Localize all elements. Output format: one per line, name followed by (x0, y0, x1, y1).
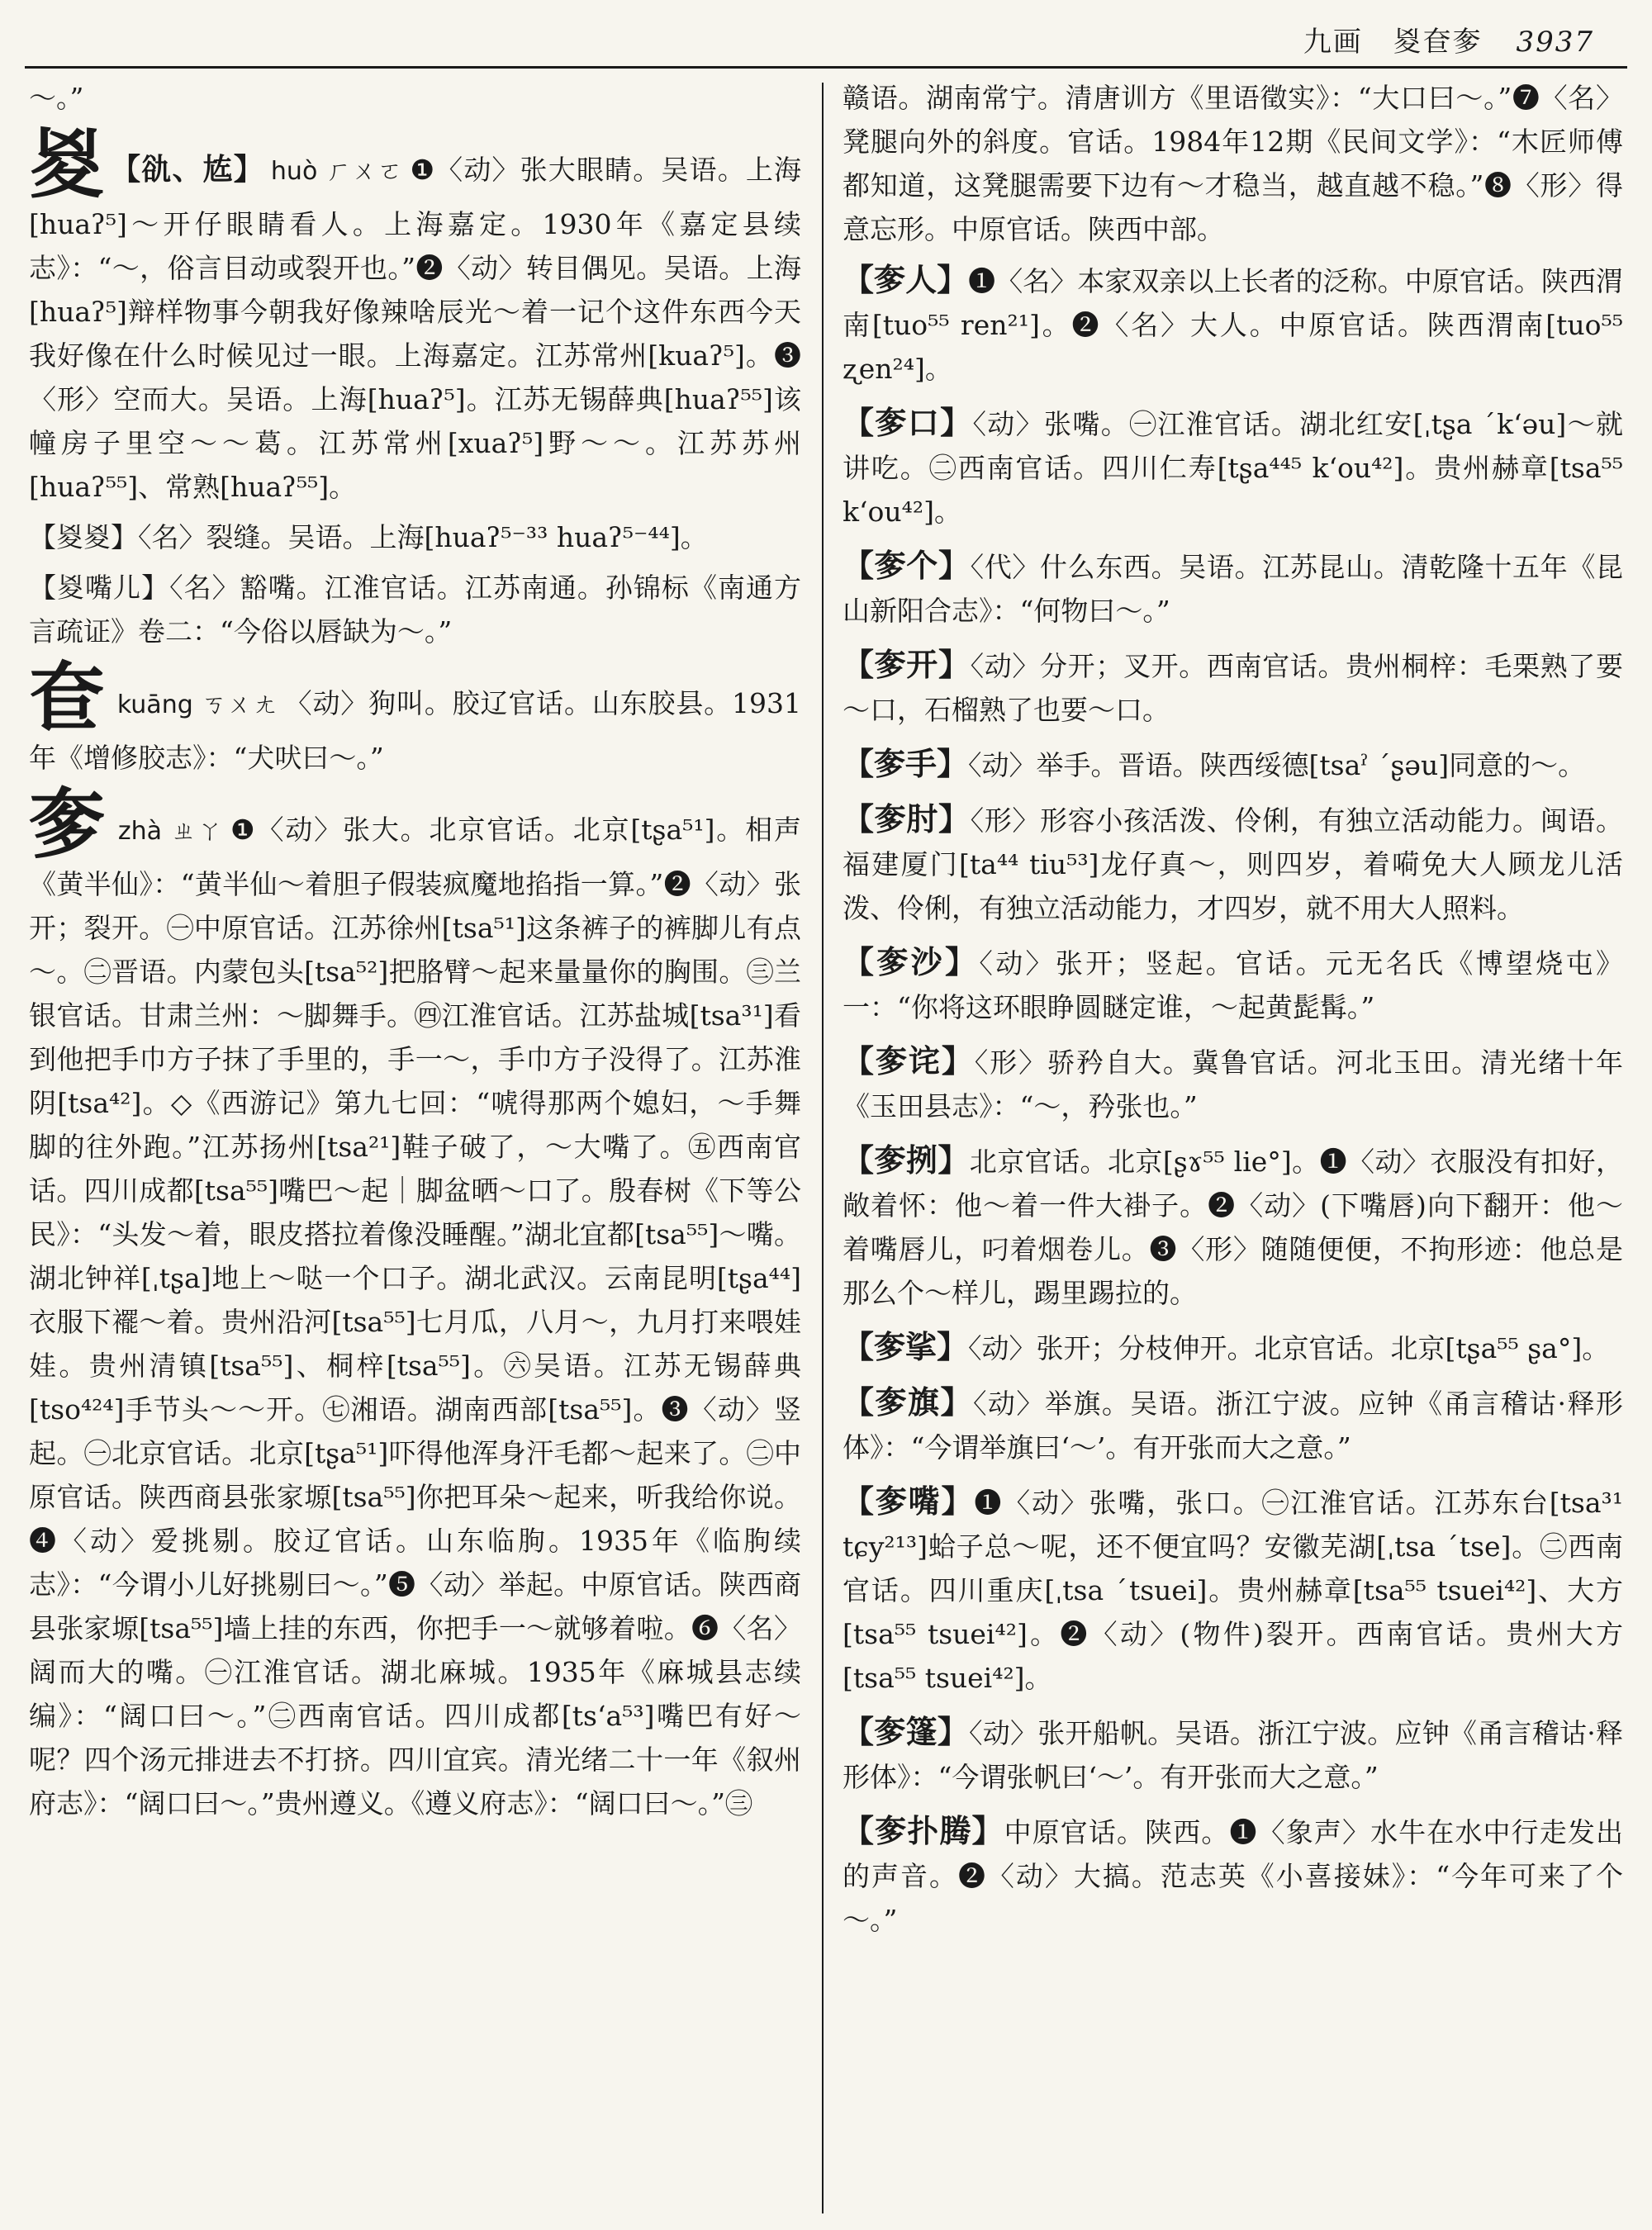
left-column (29, 76, 801, 2213)
entry-text: 北京官话。北京[ʂɤ⁵⁵ lie°]。❶〈动〉衣服没有扣好，敞着怀：他～着一件大褂子。❷〈动〉(下嘴唇)向下翻开：他～着嘴唇儿，叼着烟卷儿。❸〈形〉随随便便，不拘形迹：他总是那么个～样儿，踢里踢拉的。 (843, 1146, 1623, 1309)
variant-forms: 【䜪、㝾】 (111, 152, 264, 187)
entry-term: 【奓嘴】 (843, 1483, 975, 1520)
right-column (843, 76, 1623, 2213)
definition: ❶〈动〉张大眼睛。吴语。上海[huaʔ⁵]～开仔眼睛看人。上海嘉定。1930年《嘉定县续志》：“～，俗言目动或裂开也。”❷〈动〉转目偶见。吴语。上海[huaʔ⁵]辩样物事今朝我好像辣啥辰光～着一记个这件东西今天我好像在什么时候见过一眼。上海嘉定。江苏常州[kuaʔ⁵]。❸〈形〉空而大。吴语。上海[huaʔ⁵]。江苏无锡薛典[huaʔ⁵⁵]该幢房子里空～～葛。江苏常州[xuaʔ⁵]野～～。江苏苏州[huaʔ⁵⁵]、常熟[huaʔ⁵⁵]。 (29, 154, 801, 503)
entry-text: 〈动〉举旗。吴语。浙江宁波。应钟《甬言稽诂·释形体》：“今谓举旗曰‘～’。有开张而大之意。” (843, 1388, 1623, 1464)
entry-compound (843, 1325, 1623, 1370)
entry-compound: 【㚇嘴儿】〈名〉豁嘴。江淮官话。江苏南通。孙锦标《南通方言疏证》卷二：“今俗以唇缺为～。” (29, 572, 801, 648)
pinyin: kuāng ㄎㄨㄤ (116, 690, 278, 719)
entry-compound (843, 742, 1623, 787)
section-label: 九画 (1303, 26, 1363, 59)
entry-kuang (29, 653, 801, 780)
entry-text: 〈动〉张嘴。㊀江淮官话。湖北红安[ˌtʂa ˊk‘əu]～就讲吃。㊁西南官话。四川仁寿[tʂa⁴⁴⁵ k‘ou⁴²]。贵州赫章[tsa⁵⁵ k‘ou⁴²]。 (843, 408, 1623, 528)
headword: 奓 (29, 780, 107, 869)
page-header (25, 8, 1627, 69)
entry-compound (843, 543, 1623, 633)
entry-term: 【奓挒】 (843, 1141, 970, 1179)
entry-text: 〈动〉张开；分枝伸开。北京官话。北京[tʂa⁵⁵ ʂa°]。 (968, 1332, 1610, 1364)
column-divider (822, 83, 824, 2213)
entry-compound (843, 1710, 1623, 1799)
entry-compound (843, 1479, 1623, 1700)
entry-text: 〈形〉形容小孩活泼、伶俐，有独立活动能力。闽语。福建厦门[ta⁴⁴ tiu⁵³]龙仔真～，则四岁，着嗬免大人顾龙儿活泼、伶俐，有独立活动能力，才四岁，就不用大人照料。 (843, 804, 1623, 924)
entry-text: 〈代〉什么东西。吴语。江苏昆山。清乾隆十五年《昆山新阳合志》：“何物曰～。” (843, 551, 1623, 627)
entry-text: 〈动〉张开；竖起。官话。元无名氏《博望烧屯》一：“你将这环眼睁圆瞇定谁，～起黄髭髯。” (843, 947, 1623, 1023)
pinyin: zhà ㄓㄚ (117, 817, 225, 846)
entry-text: ❶〈名〉本家双亲以上长者的泛称。中原官话。陕西渭南[tuo⁵⁵ ren²¹]。❷〈名〉大人。中原官话。陕西渭南[tuo⁵⁵ ʐen²⁴]。 (843, 265, 1623, 385)
entry-compound: 【㚇㚇】〈名〉裂缝。吴语。上海[huaʔ⁵⁻³³ huaʔ⁵⁻⁴⁴]。 (29, 521, 708, 553)
pinyin: huò ㄏㄨㄛ (270, 157, 404, 186)
entry-term: 【奓口】 (843, 404, 973, 441)
entry-text: 中原官话。陕西。❶〈象声〉水牛在水中行走发出的声音。❷〈动〉大搞。范志英《小喜接妹》：“今年可来了个～。” (843, 1816, 1623, 1936)
continued-text: 赣语。湖南常宁。清唐训方《里语徵实》：“大口曰～。”❼〈名〉凳腿向外的斜度。官话。1984年12期《民间文学》：“木匠师傅都知道，这凳腿需要下边有～才稳当，越直越不稳。”❽〈形〉得意忘形。中原官话。陕西中部。 (843, 82, 1623, 245)
definition: 〈动〉狗叫。胶辽官话。山东胶县。1931年《增修胶志》：“犬吠曰～。” (29, 687, 801, 774)
entry-term: 【奓诧】 (843, 1042, 975, 1079)
entry-compound (843, 1809, 1623, 1942)
entry-term: 【奓扑腾】 (843, 1812, 1004, 1849)
entry-compound (843, 797, 1623, 930)
entry-term: 【奓人】 (843, 261, 969, 298)
header-characters: 㚇奆奓 (1393, 26, 1483, 59)
entry-term: 【奓挲】 (843, 1328, 969, 1365)
entry-huo (29, 120, 801, 509)
entry-compound (843, 940, 1623, 1029)
headword: 㚇 (29, 120, 107, 209)
entry-compound (843, 258, 1623, 391)
entry-term: 【奓个】 (843, 547, 971, 584)
entry-text: ❶〈动〉张嘴，张口。㊀江淮官话。江苏东台[tsa³¹ tɕy²¹³]蛤子总～呢，还不便宜吗？安徽芜湖[ˌtsa ˊtse]。㊁西南官话。四川重庆[ˌtsa ˊtsuei]。贵州赫章[tsa⁵⁵ tsuei⁴²]、大方[tsa⁵⁵ tsuei⁴²]。❷〈动〉(物件)裂开。西南官话。贵州大方[tsa⁵⁵ tsuei⁴²]。 (843, 1487, 1623, 1694)
headword: 奆 (29, 653, 106, 743)
entry-compound (843, 643, 1623, 732)
entry-zha (29, 780, 801, 1825)
entry-compound (843, 1380, 1623, 1469)
entry-text: 〈动〉张开船帆。吴语。浙江宁波。应钟《甬言稽诂·释形体》：“今谓张帆曰‘～’。有开张而大之意。” (843, 1717, 1623, 1793)
page-number: 3937 (1516, 26, 1594, 59)
entry-term: 【奓手】 (843, 745, 969, 782)
entry-text: 〈动〉分开；叉开。西南官话。贵州桐梓：毛栗熟了要～口，石榴熟了也要～口。 (843, 650, 1623, 726)
running-head (1303, 19, 1594, 59)
entry-term: 【奓肘】 (843, 800, 971, 837)
entry-compound (843, 1039, 1623, 1128)
entry-text: 〈形〉骄矜自大。冀鲁官话。河北玉田。清光绪十年《玉田县志》：“～，矜张也。” (843, 1046, 1623, 1122)
continued-text: ～。” (29, 82, 84, 114)
entry-term: 【奓旗】 (843, 1383, 973, 1421)
entry-term: 【奓沙】 (843, 943, 980, 980)
entry-compound (843, 401, 1623, 534)
entry-text: 〈动〉举手。晋语。陕西绥德[tsaˀ ˊʂəu]同意的～。 (968, 749, 1586, 781)
entry-compound (843, 1138, 1623, 1315)
entry-term: 【奓篷】 (843, 1713, 969, 1750)
entry-term: 【奓开】 (843, 646, 971, 683)
definition: ❶〈动〉张大。北京官话。北京[tʂa⁵¹]。相声《黄半仙》：“黄半仙～着胆子假装疯魔地掐指一算。”❷〈动〉张开；裂开。㊀中原官话。江苏徐州[tsa⁵¹]这条裤子的裤脚儿有点～。㊁晋语。内蒙包头[tsa⁵²]把胳臂～起来量量你的胸围。㊂兰银官话。甘肃兰州：～脚舞手。㊃江淮官话。江苏盐城[tsa³¹]看到他把手巾方子抹了手里的，手一～，手巾方子没得了。江苏淮阴[tsa⁴²]。◇《西游记》第九七回：“唬得那两个媳妇，～手舞脚的往外跑。”江苏扬州[tsa²¹]鞋子破了，～大嘴了。㊄西南官话。四川成都[tsa⁵⁵]嘴巴～起｜脚盆晒～口了。殷春树《下等公民》：“头发～着，眼皮搭拉着像没睡醒。”湖北宜都[tsa⁵⁵]～嘴。湖北钟祥[ˌtʂa]地上～哒一个口子。湖北武汉。云南昆明[tʂa⁴⁴]衣服下襬～着。贵州沿河[tsa⁵⁵]七月瓜，八月～，九月打来喂娃娃。贵州清镇[tsa⁵⁵]、桐梓[tsa⁵⁵]。㊅吴语。江苏无锡薛典[tso⁴²⁴]手节头～～开。㊆湘语。湖南西部[tsa⁵⁵]。❸〈动〉竖起。㊀北京官话。北京[tʂa⁵¹]吓得他浑身汗毛都～起来了。㊁中原官话。陕西商县张家塬[tsa⁵⁵]你把耳朵～起来，听我给你说。❹〈动〉爱挑剔。胶辽官话。山东临朐。1935年《临朐续志》：“今谓小儿好挑剔曰～。”❺〈动〉举起。中原官话。陕西商县张家塬[tsa⁵⁵]墙上挂的东西，你把手一～就够着啦。❻〈名〉阔而大的嘴。㊀江淮官话。湖北麻城。1935年《麻城县志续编》：“阔口曰～。”㊁西南官话。四川成都[ts‘a⁵³]嘴巴有好～呢？四个汤元排进去不打挤。四川宜宾。清光绪二十一年《叙州府志》：“阔口曰～。”贵州遵义。《遵义府志》：“阔口曰～。”㊂ (29, 814, 801, 1820)
